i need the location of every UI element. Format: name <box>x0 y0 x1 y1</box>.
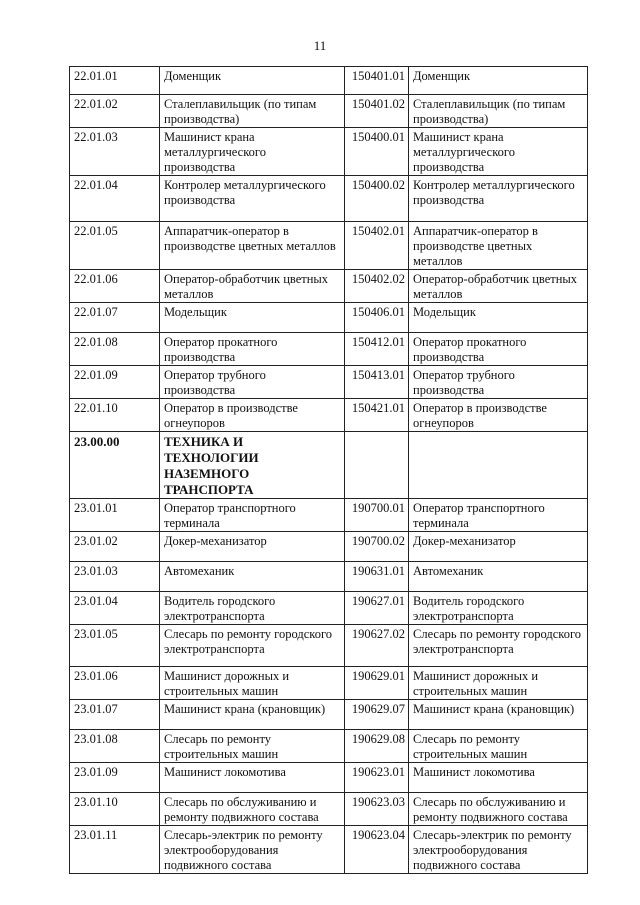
old-code-cell <box>70 399 160 432</box>
old-code-cell-text: 22.01.06 <box>74 272 118 286</box>
table-row <box>70 700 588 730</box>
new-code-cell-text: 190629.01 <box>351 669 405 683</box>
old-code-cell-text: 23.01.11 <box>74 828 118 842</box>
old-name-cell <box>160 303 345 333</box>
old-name-cell <box>160 730 345 763</box>
old-code-cell-text: 23.01.06 <box>74 669 118 683</box>
new-name-cell <box>409 592 588 625</box>
old-code-cell-text: 23.00.00 <box>74 434 120 449</box>
old-name-cell-text: Модельщик <box>164 305 227 319</box>
old-code-cell <box>70 592 160 625</box>
new-code-cell-text: 190623.01 <box>351 765 405 779</box>
new-name-cell <box>409 793 588 826</box>
new-code-cell-text: 190700.01 <box>351 501 405 515</box>
table-row <box>70 793 588 826</box>
new-name-cell <box>409 826 588 874</box>
old-name-cell <box>160 399 345 432</box>
new-code-cell-text: 150402.01 <box>351 224 405 238</box>
new-name-cell-text: Контролер металлургического производства <box>413 178 575 207</box>
new-name-cell <box>409 270 588 303</box>
old-code-cell-text: 23.01.10 <box>74 795 118 809</box>
new-code-cell-text: 150421.01 <box>351 401 405 415</box>
table-body <box>70 67 588 874</box>
new-name-cell-text: Машинист дорожных и строительных машин <box>413 669 539 698</box>
old-code-cell-text: 22.01.04 <box>74 178 118 192</box>
old-code-cell-text: 23.01.02 <box>74 534 118 548</box>
new-name-cell <box>409 625 588 667</box>
table-row <box>70 730 588 763</box>
new-code-cell <box>345 763 409 793</box>
old-code-cell-text: 23.01.05 <box>74 627 118 641</box>
old-code-cell <box>70 730 160 763</box>
new-name-cell-text: Автомеханик <box>413 564 484 578</box>
table-row <box>70 592 588 625</box>
table-row <box>70 625 588 667</box>
old-code-cell <box>70 700 160 730</box>
old-name-cell-text: Водитель городского электротранспорта <box>164 594 276 623</box>
new-code-cell <box>345 399 409 432</box>
old-code-cell <box>70 667 160 700</box>
new-code-cell <box>345 667 409 700</box>
new-code-cell <box>345 793 409 826</box>
old-code-cell <box>70 793 160 826</box>
table-row <box>70 333 588 366</box>
old-code-cell-text: 23.01.03 <box>74 564 118 578</box>
new-name-cell-text: Оператор в производстве огнеупоров <box>413 401 547 430</box>
old-name-cell <box>160 763 345 793</box>
new-code-cell <box>345 499 409 532</box>
old-code-cell <box>70 532 160 562</box>
new-code-cell <box>345 303 409 333</box>
new-code-cell-text: 150401.01 <box>351 69 405 83</box>
old-code-cell <box>70 128 160 176</box>
new-name-cell <box>409 399 588 432</box>
old-code-cell <box>70 432 160 499</box>
old-name-cell-text: Оператор-обработчик цветных металлов <box>164 272 329 301</box>
new-name-cell-text: Оператор трубного производства <box>413 368 515 397</box>
new-code-cell <box>345 592 409 625</box>
new-name-cell-text: Слесарь-электрик по ремонту электрооборудования подвижного состава <box>413 828 572 872</box>
table-row <box>70 95 588 128</box>
old-name-cell <box>160 366 345 399</box>
new-code-cell-text: 150401.02 <box>351 97 405 111</box>
new-code-cell-text: 150400.02 <box>351 178 405 192</box>
new-name-cell-text: Докер-механизатор <box>413 534 516 548</box>
new-code-cell <box>345 67 409 95</box>
new-name-cell <box>409 763 588 793</box>
new-code-cell-text: 150413.01 <box>351 368 405 382</box>
old-code-cell <box>70 333 160 366</box>
table-row <box>70 399 588 432</box>
old-code-cell <box>70 176 160 222</box>
new-name-cell-text: Машинист локомотива <box>413 765 535 779</box>
old-name-cell <box>160 700 345 730</box>
table-row <box>70 176 588 222</box>
table-row <box>70 222 588 270</box>
old-name-cell <box>160 270 345 303</box>
new-code-cell-text: 190623.04 <box>351 828 405 842</box>
new-name-cell <box>409 667 588 700</box>
new-name-cell <box>409 95 588 128</box>
new-name-cell <box>409 366 588 399</box>
old-code-cell <box>70 763 160 793</box>
new-code-cell-text: 190700.02 <box>351 534 405 548</box>
table-row <box>70 270 588 303</box>
old-name-cell-text: Слесарь по обслуживанию и ремонту подвижного состава <box>164 795 319 824</box>
new-name-cell-text: Оператор прокатного производства <box>413 335 527 364</box>
new-code-cell-text: 150400.01 <box>351 130 405 144</box>
old-name-cell-text: Аппаратчик-оператор в производстве цветных металлов <box>164 224 336 253</box>
old-name-cell-text: Слесарь-электрик по ремонту электрооборудования подвижного состава <box>164 828 323 872</box>
old-code-cell-text: 22.01.01 <box>74 69 118 83</box>
new-code-cell-text: 190627.02 <box>351 627 405 641</box>
old-code-cell <box>70 366 160 399</box>
old-name-cell-text: Машинист локомотива <box>164 765 286 779</box>
old-code-cell <box>70 625 160 667</box>
new-name-cell <box>409 730 588 763</box>
old-code-cell-text: 22.01.09 <box>74 368 118 382</box>
new-name-cell <box>409 176 588 222</box>
table-row <box>70 128 588 176</box>
old-name-cell <box>160 793 345 826</box>
old-code-cell <box>70 303 160 333</box>
old-name-cell-text: Доменщик <box>164 69 222 83</box>
new-code-cell <box>345 532 409 562</box>
new-code-cell <box>345 176 409 222</box>
new-code-cell <box>345 562 409 592</box>
table-row <box>70 826 588 874</box>
old-code-cell-text: 23.01.08 <box>74 732 118 746</box>
old-name-cell-text: Машинист крана (крановщик) <box>164 702 326 716</box>
new-name-cell-text: Слесарь по ремонту городского электротранспорта <box>413 627 582 656</box>
new-code-cell-text: 190629.07 <box>351 702 405 716</box>
new-code-cell-text: 190627.01 <box>351 594 405 608</box>
old-code-cell <box>70 826 160 874</box>
old-code-cell-text: 22.01.10 <box>74 401 118 415</box>
table-row <box>70 562 588 592</box>
old-name-cell <box>160 333 345 366</box>
old-name-cell <box>160 592 345 625</box>
new-name-cell <box>409 432 588 499</box>
old-name-cell-text: Контролер металлургического производства <box>164 178 326 207</box>
new-code-cell <box>345 700 409 730</box>
new-code-cell-text: 190623.03 <box>351 795 405 809</box>
old-name-cell-text: Автомеханик <box>164 564 235 578</box>
table-row <box>70 667 588 700</box>
old-code-cell-text: 23.01.07 <box>74 702 118 716</box>
new-code-cell <box>345 222 409 270</box>
old-code-cell-text: 22.01.05 <box>74 224 118 238</box>
old-name-cell <box>160 95 345 128</box>
old-name-cell <box>160 222 345 270</box>
new-code-cell <box>345 128 409 176</box>
new-name-cell-text: Машинист крана металлургического производства <box>413 130 515 174</box>
old-code-cell-text: 23.01.09 <box>74 765 118 779</box>
old-code-cell-text: 22.01.07 <box>74 305 118 319</box>
new-name-cell-text: Оператор-обработчик цветных металлов <box>413 272 578 301</box>
new-name-cell <box>409 499 588 532</box>
old-name-cell-text: Слесарь по ремонту строительных машин <box>164 732 279 761</box>
table-row <box>70 763 588 793</box>
new-name-cell <box>409 532 588 562</box>
profession-codes-table <box>69 66 588 874</box>
new-name-cell <box>409 333 588 366</box>
new-name-cell-text: Доменщик <box>413 69 471 83</box>
old-code-cell-text: 23.01.04 <box>74 594 118 608</box>
new-code-cell <box>345 625 409 667</box>
new-name-cell <box>409 222 588 270</box>
old-name-cell <box>160 499 345 532</box>
new-code-cell <box>345 270 409 303</box>
old-code-cell-text: 22.01.03 <box>74 130 118 144</box>
old-name-cell-text: Докер-механизатор <box>164 534 267 548</box>
old-name-cell <box>160 532 345 562</box>
table-row <box>70 366 588 399</box>
old-name-cell-text: Оператор в производстве огнеупоров <box>164 401 298 430</box>
old-code-cell-text: 22.01.02 <box>74 97 118 111</box>
old-code-cell <box>70 562 160 592</box>
new-name-cell <box>409 303 588 333</box>
old-name-cell-text: Оператор прокатного производства <box>164 335 278 364</box>
new-name-cell <box>409 67 588 95</box>
new-code-cell-text: 150406.01 <box>351 305 405 319</box>
new-code-cell-text: 190629.08 <box>351 732 405 746</box>
table-row <box>70 67 588 95</box>
new-code-cell-text: 190631.01 <box>351 564 405 578</box>
old-code-cell <box>70 67 160 95</box>
old-code-cell-text: 22.01.08 <box>74 335 118 349</box>
old-code-cell <box>70 222 160 270</box>
new-code-cell <box>345 730 409 763</box>
old-name-cell-text: Машинист дорожных и строительных машин <box>164 669 290 698</box>
table-row <box>70 499 588 532</box>
new-code-cell <box>345 826 409 874</box>
new-name-cell-text: Машинист крана (крановщик) <box>413 702 575 716</box>
old-name-cell <box>160 667 345 700</box>
old-code-cell <box>70 270 160 303</box>
new-name-cell-text: Водитель городского электротранспорта <box>413 594 525 623</box>
new-code-cell <box>345 432 409 499</box>
old-name-cell <box>160 562 345 592</box>
new-code-cell-text: 150402.02 <box>351 272 405 286</box>
old-name-cell <box>160 128 345 176</box>
old-code-cell-text: 23.01.01 <box>74 501 118 515</box>
old-name-cell <box>160 625 345 667</box>
new-name-cell <box>409 128 588 176</box>
old-name-cell-text: Слесарь по ремонту городского электротранспорта <box>164 627 333 656</box>
new-name-cell-text: Модельщик <box>413 305 476 319</box>
new-code-cell <box>345 95 409 128</box>
old-name-cell-text: Сталеплавильщик (по типам производства) <box>164 97 317 126</box>
old-code-cell <box>70 95 160 128</box>
new-name-cell-text: Оператор транспортного терминала <box>413 501 545 530</box>
new-code-cell-text: 150412.01 <box>351 335 405 349</box>
new-name-cell-text: Аппаратчик-оператор в производстве цветных металлов <box>413 224 538 268</box>
new-code-cell <box>345 333 409 366</box>
old-name-cell-text: Оператор трубного производства <box>164 368 266 397</box>
old-name-cell-text: Оператор транспортного терминала <box>164 501 296 530</box>
new-name-cell <box>409 700 588 730</box>
old-name-cell <box>160 432 345 499</box>
new-name-cell-text: Слесарь по обслуживанию и ремонту подвижного состава <box>413 795 568 824</box>
table-row <box>70 532 588 562</box>
new-name-cell <box>409 562 588 592</box>
old-name-cell-text: Машинист крана металлургического производства <box>164 130 266 174</box>
new-code-cell <box>345 366 409 399</box>
old-name-cell <box>160 826 345 874</box>
new-name-cell-text: Слесарь по ремонту строительных машин <box>413 732 528 761</box>
old-code-cell <box>70 499 160 532</box>
old-name-cell <box>160 67 345 95</box>
new-name-cell-text: Сталеплавильщик (по типам производства) <box>413 97 566 126</box>
old-name-cell <box>160 176 345 222</box>
table-row <box>70 303 588 333</box>
page-number: 11 <box>313 38 327 53</box>
old-name-cell-text: ТЕХНИКА И ТЕХНОЛОГИИ НАЗЕМНОГО ТРАНСПОРТА <box>164 434 259 497</box>
section-row <box>70 432 588 499</box>
